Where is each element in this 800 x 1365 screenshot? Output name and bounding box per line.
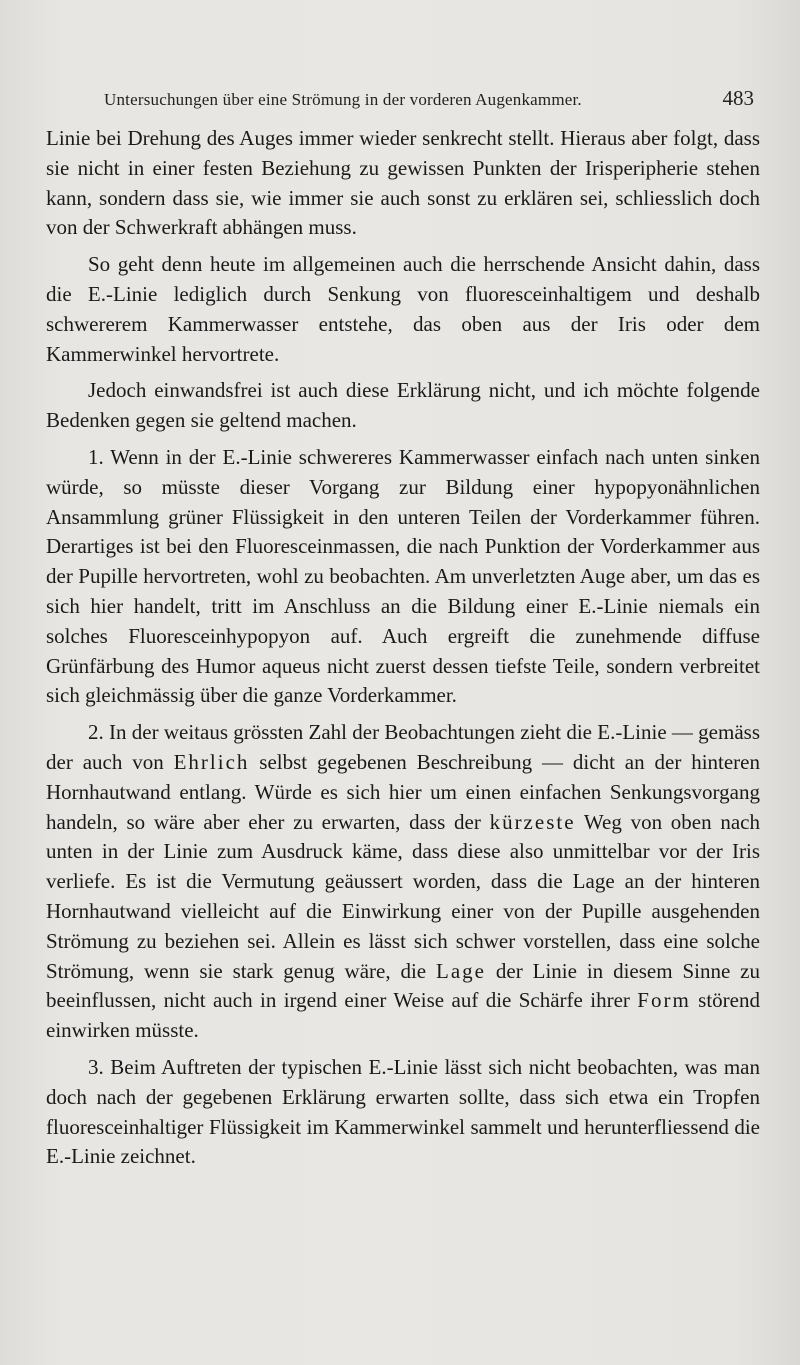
paragraph-5-part-a: 2. In der weitaus grössten Zahl der Beobachtungen zieht die E.-Linie — gemäss der auch von — [46, 720, 760, 774]
page-number: 483 — [722, 86, 754, 110]
running-title: Untersuchungen über eine Strömung in der vorderen Augenkammer. — [104, 90, 582, 109]
paragraph-5-part-d: der Linie in diesem Sinne zu beeinflussen, nicht auch in irgend einer Weise auf die Schärfe ihrer — [46, 958, 760, 1013]
paragraph-6: 3. Beim Auftreten der typischen E.-Linie lässt sich nicht beobachten, was man doch nach der gegebenen Erklärung erwarten sollte, dass sich etwa ein Tropfen fluoresceinhaltiger Flüssigkeit im Kammerwinkel sammelt und herunterfliessend die E.-Linie zeichnet. — [46, 1054, 760, 1169]
emphasis-form: Form — [637, 988, 691, 1013]
paragraph-5-part-b: selbst gegebenen Beschreibung — dicht an der hinteren Hornhautwand entlang. Würde es sich hier um einen einfachen Senkungsvorgang handeln, so wäre aber eher zu erwarten, dass der — [46, 749, 760, 834]
paragraph-2: So geht denn heute im allgemeinen auch die herrschende Ansicht dahin, dass die E.-Linie lediglich durch Senkung von fluoresceinhaltigem und deshalb schwererem Kammerwasser entstehe, das oben aus der Iris oder dem Kammerwinkel hervortrete. — [46, 252, 760, 366]
author-name-ehrlich: Ehrlich — [173, 749, 250, 774]
emphasis-kuerzeste: kürzeste — [489, 809, 576, 834]
body-text — [46, 124, 760, 1179]
emphasis-lage: Lage — [436, 958, 487, 983]
paragraph-5-part-e: störend einwirken müsste. — [46, 988, 760, 1043]
paragraph-5-part-c: Weg von oben nach unten in der Linie zum Ausdruck käme, dass diese also unmittelbar vor der Iris verliefe. Es ist die Vermutung geäussert worden, dass die Lage an der hinteren Hornhautwand vielleicht auf die Einwirkung einer von der Pupille ausgehenden Strömung zu beziehen sei. Allein es lässt sich schwer vorstellen, dass eine solche Strömung, wenn sie stark genug wäre, die — [46, 809, 761, 983]
paragraph-5 — [46, 718, 760, 1046]
paragraph-4: 1. Wenn in der E.-Linie schwereres Kammerwasser einfach nach unten sinken würde, so müsste dieser Vorgang zur Bildung einer hypopyonähnlichen Ansammlung grüner Flüssigkeit in den unteren Teilen der Vorderkammer führen. Derartiges ist bei den Fluoresceinmassen, die nach Punktion der Vorderkammer aus der Pupille hervortreten, wohl zu beobachten. Am unverletzten Auge aber, um das es sich hier handelt, tritt im Anschluss an die Bildung einer E.-Linie niemals ein solches Fluoresceinhypopyon auf. Auch ergreift die zunehmende diffuse Grünfärbung des Humor aqueus nicht zuerst dessen tiefste Teile, sondern verbreitet sich gleichmässig über die ganze Vorderkammer. — [46, 444, 760, 708]
paragraph-3: Jedoch einwandsfrei ist auch diese Erklärung nicht, und ich möchte folgende Bedenken gegen sie geltend machen. — [46, 378, 760, 433]
paragraph-1: Linie bei Drehung des Auges immer wieder senkrecht stellt. Hieraus aber folgt, dass sie nicht in einer festen Beziehung zu gewissen Punkten der Irisperipherie stehen kann, sondern dass sie, wie immer sie auch sonst zu erklären sei, schliesslich doch von der Schwerkraft abhängen muss. — [46, 126, 760, 240]
running-header — [104, 86, 754, 110]
